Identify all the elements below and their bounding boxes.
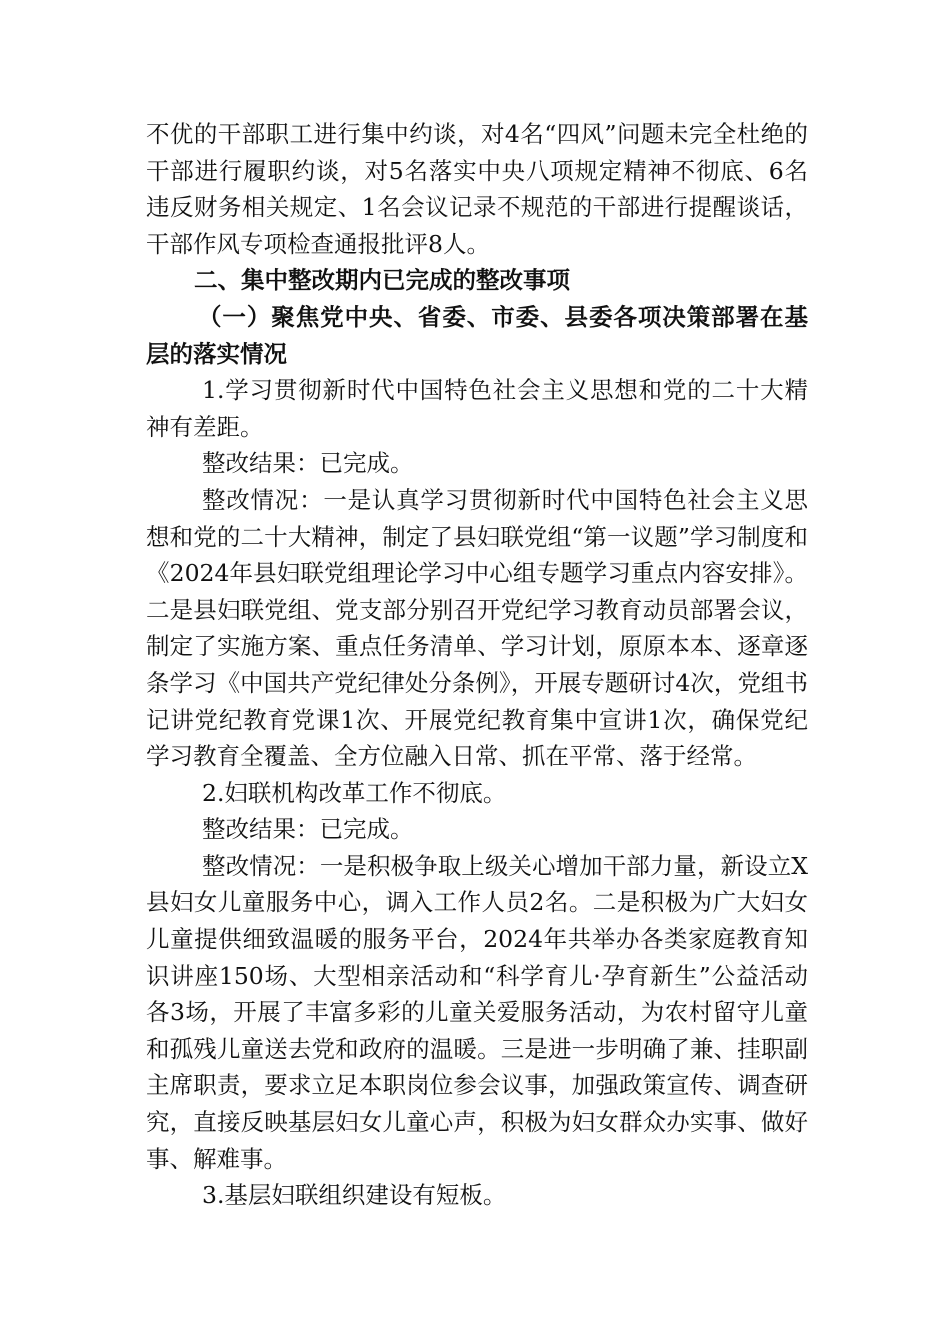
item-title-2: 2.妇联机构改革工作不彻底。: [202, 778, 507, 807]
item-result-2: 整改结果：已完成。: [202, 815, 414, 844]
item-detail-1: 整改情况：一是认真学习贯彻新时代中国特色社会主义思想和党的二十大精神，制定了县妇联党组“第一议题”学习制度和《2024年县妇联党组理论学习中心组专题学习重点内容安排》。二是县妇联党组、党支部分别召开党纪学习教育动员部署会议，制定了实施方案、重点任务清单、学习计划，原原本本、逐章逐条学习《中国共产党纪律处分条例》，开展专题研讨4次，党组书记讲党纪教育党课1次、开展党纪教育集中宣讲1次，确保党纪学习教育全覆盖、全方位融入日常、抓在平常、落于经常。: [146, 485, 808, 771]
section-heading: 二、集中整改期内已完成的整改事项: [194, 266, 570, 295]
paragraph-continued: 不优的干部职工进行集中约谈，对4名“四风”问题未完全杜绝的干部进行履职约谈，对5名落实中央八项规定精神不彻底、6名违反财务相关规定、1名会议记录不规范的干部进行提醒谈话，干部作风专项检查通报批评8人。: [146, 120, 808, 258]
item-title-3: 3.基层妇联组织建设有短板。: [202, 1181, 507, 1210]
document-page: [146, 116, 808, 1214]
item-result-1: 整改结果：已完成。: [202, 449, 414, 478]
subsection-heading: （一）聚焦党中央、省委、市委、县委各项决策部署在基层的落实情况: [146, 302, 808, 368]
item-detail-2: 整改情况：一是积极争取上级关心增加干部力量，新设立X县妇女儿童服务中心，调入工作人员2名。二是积极为广大妇女儿童提供细致温暖的服务平台，2024年共举办各类家庭教育知识讲座150场、大型相亲活动和“科学育儿·孕育新生”公益活动各3场，开展了丰富多彩的儿童关爱服务活动，为农村留守儿童和孤残儿童送去党和政府的温暖。三是进一步明确了兼、挂职副主席职责，要求立足本职岗位参会议事，加强政策宣传、调查研究，直接反映基层妇女儿童心声，积极为妇女群众办实事、做好事、解难事。: [146, 851, 808, 1173]
item-title-1: 1.学习贯彻新时代中国特色社会主义思想和党的二十大精神有差距。: [146, 376, 808, 441]
